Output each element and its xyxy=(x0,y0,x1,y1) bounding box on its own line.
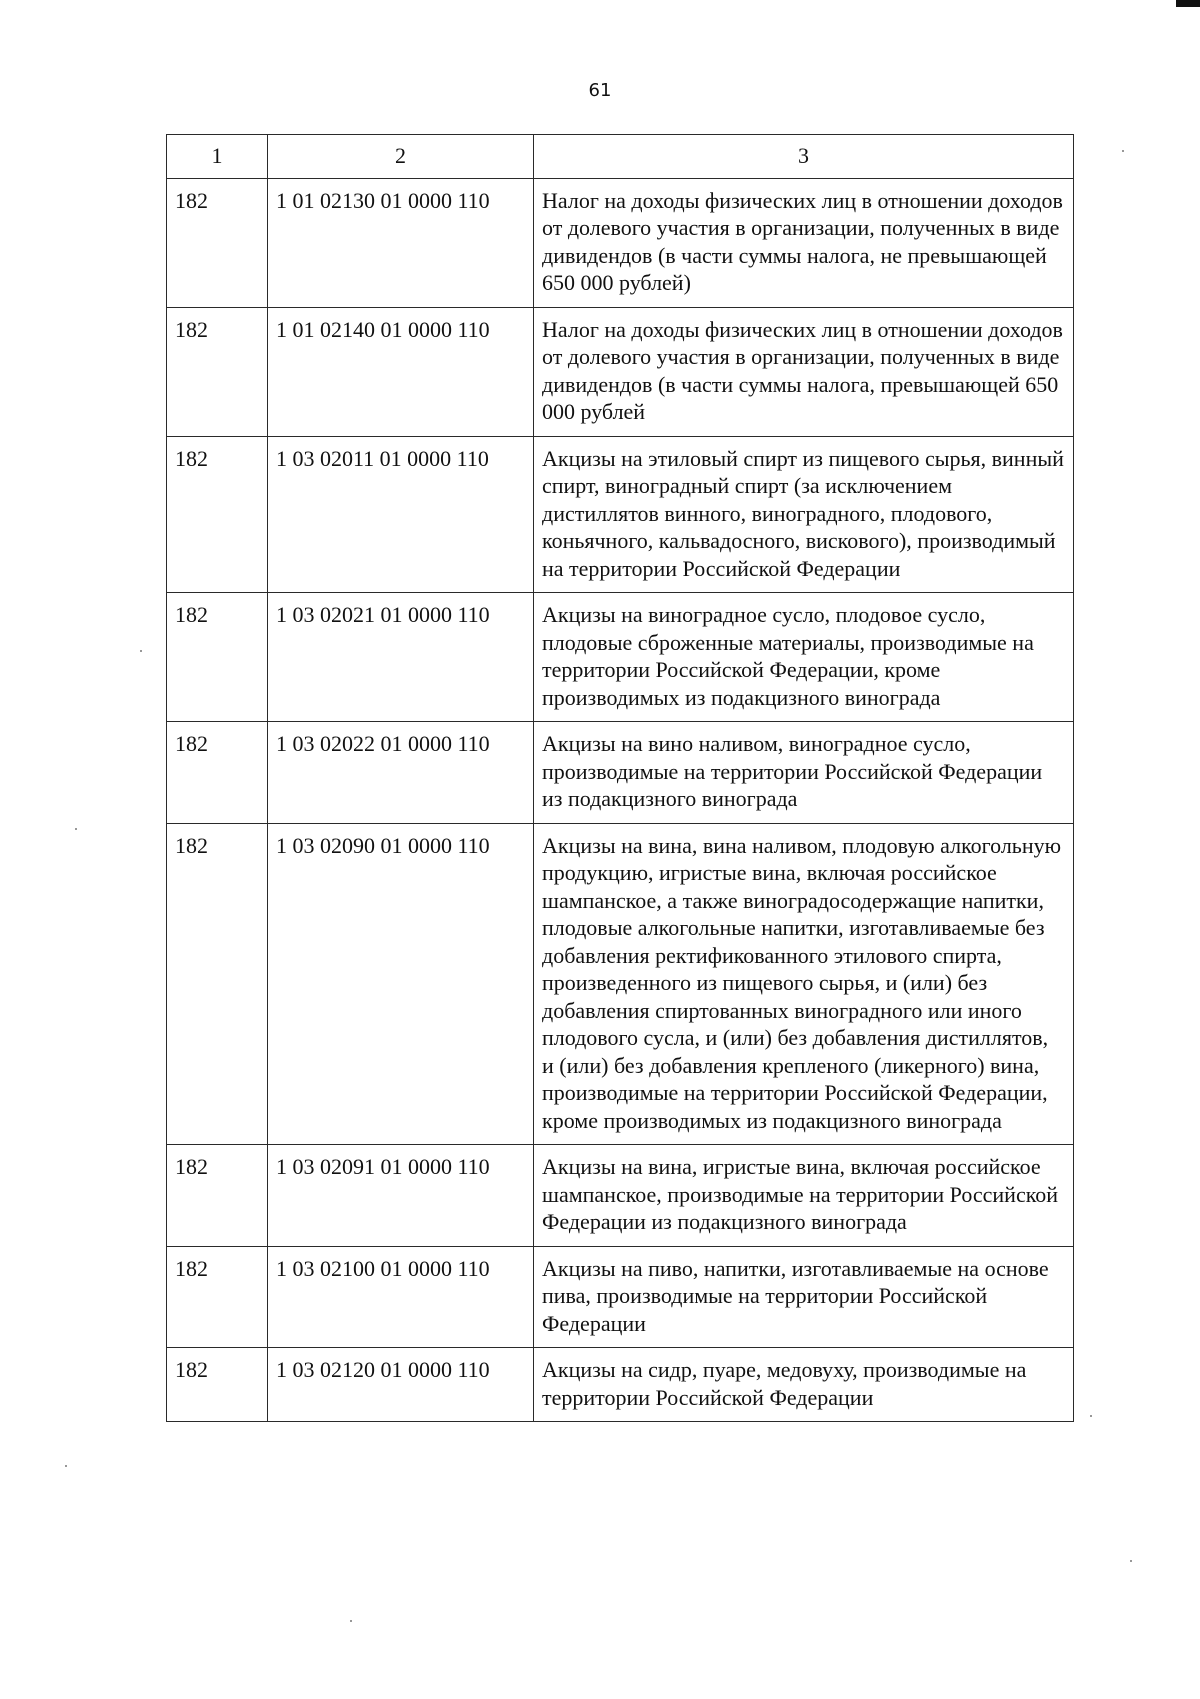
column-header-1: 1 xyxy=(167,135,268,179)
admin-code-cell: 182 xyxy=(167,1246,268,1348)
scan-speck xyxy=(75,828,77,830)
description-cell: Налог на доходы физических лиц в отношении доходов от долевого участия в организации, полученных в виде дивидендов (в части суммы налога, превышающей 650 000 рублей xyxy=(534,307,1074,436)
scan-speck xyxy=(140,650,142,652)
admin-code-cell: 182 xyxy=(167,722,268,824)
table-row xyxy=(167,178,1074,307)
revenue-codes-table xyxy=(166,134,1074,1422)
admin-code-cell: 182 xyxy=(167,593,268,722)
table-row xyxy=(167,307,1074,436)
scan-speck xyxy=(1122,150,1124,152)
scan-speck xyxy=(1130,1560,1132,1562)
description-cell: Акцизы на сидр, пуаре, медовуху, производимые на территории Российской Федерации xyxy=(534,1348,1074,1422)
budget-code-cell: 1 03 02021 01 0000 110 xyxy=(268,593,534,722)
description-cell: Акцизы на этиловый спирт из пищевого сырья, винный спирт, виноградный спирт (за исключением дистиллятов винного, виноградного, плодового, коньячного, кальвадосного, вискового), производимый на территории Российской Федерации xyxy=(534,436,1074,593)
budget-code-cell: 1 01 02140 01 0000 110 xyxy=(268,307,534,436)
budget-code-cell: 1 03 02011 01 0000 110 xyxy=(268,436,534,593)
admin-code-cell: 182 xyxy=(167,307,268,436)
admin-code-cell: 182 xyxy=(167,436,268,593)
admin-code-cell: 182 xyxy=(167,1348,268,1422)
column-header-3: 3 xyxy=(534,135,1074,179)
scan-speck xyxy=(65,1465,67,1467)
table-row xyxy=(167,823,1074,1145)
budget-code-cell: 1 03 02100 01 0000 110 xyxy=(268,1246,534,1348)
table-row xyxy=(167,593,1074,722)
table-row xyxy=(167,1246,1074,1348)
table-row xyxy=(167,436,1074,593)
description-cell: Акцизы на виноградное сусло, плодовое сусло, плодовые сброженные материалы, производимые на территории Российской Федерации, кроме производимых из подакцизного винограда xyxy=(534,593,1074,722)
budget-code-cell: 1 03 02022 01 0000 110 xyxy=(268,722,534,824)
admin-code-cell: 182 xyxy=(167,823,268,1145)
budget-code-cell: 1 03 02120 01 0000 110 xyxy=(268,1348,534,1422)
budget-code-cell: 1 01 02130 01 0000 110 xyxy=(268,178,534,307)
admin-code-cell: 182 xyxy=(167,178,268,307)
table-row xyxy=(167,1348,1074,1422)
table-row xyxy=(167,1145,1074,1247)
column-header-2: 2 xyxy=(268,135,534,179)
description-cell: Акцизы на вино наливом, виноградное сусло, производимые на территории Российской Федерации из подакцизного винограда xyxy=(534,722,1074,824)
description-cell: Акцизы на вина, вина наливом, плодовую алкогольную продукцию, игристые вина, включая российское шампанское, а также виноградосодержащие напитки, плодовые алкогольные напитки, изготавливаемые без добавления ректификованного этилового спирта, произведенного из пищевого сырья, и (или) без добавления спиртованных виноградного или иного плодового сусла, и (или) без добавления дистиллятов, и (или) без добавления крепленого (ликерного) вина, производимые на территории Российской Федерации, кроме производимых из подакцизного винограда xyxy=(534,823,1074,1145)
budget-code-cell: 1 03 02091 01 0000 110 xyxy=(268,1145,534,1247)
description-cell: Акцизы на вина, игристые вина, включая российское шампанское, производимые на территории Российской Федерации из подакцизного винограда xyxy=(534,1145,1074,1247)
description-cell: Акцизы на пиво, напитки, изготавливаемые на основе пива, производимые на территории Российской Федерации xyxy=(534,1246,1074,1348)
budget-code-cell: 1 03 02090 01 0000 110 xyxy=(268,823,534,1145)
table-header-row xyxy=(167,135,1074,179)
table-row xyxy=(167,722,1074,824)
admin-code-cell: 182 xyxy=(167,1145,268,1247)
scan-speck xyxy=(350,1620,352,1622)
scan-speck xyxy=(1090,1415,1092,1417)
scan-edge-marker xyxy=(1176,0,1200,7)
description-cell: Налог на доходы физических лиц в отношении доходов от долевого участия в организации, полученных в виде дивидендов (в части суммы налога, не превышающей 650 000 рублей) xyxy=(534,178,1074,307)
page-number: 61 xyxy=(588,80,612,101)
